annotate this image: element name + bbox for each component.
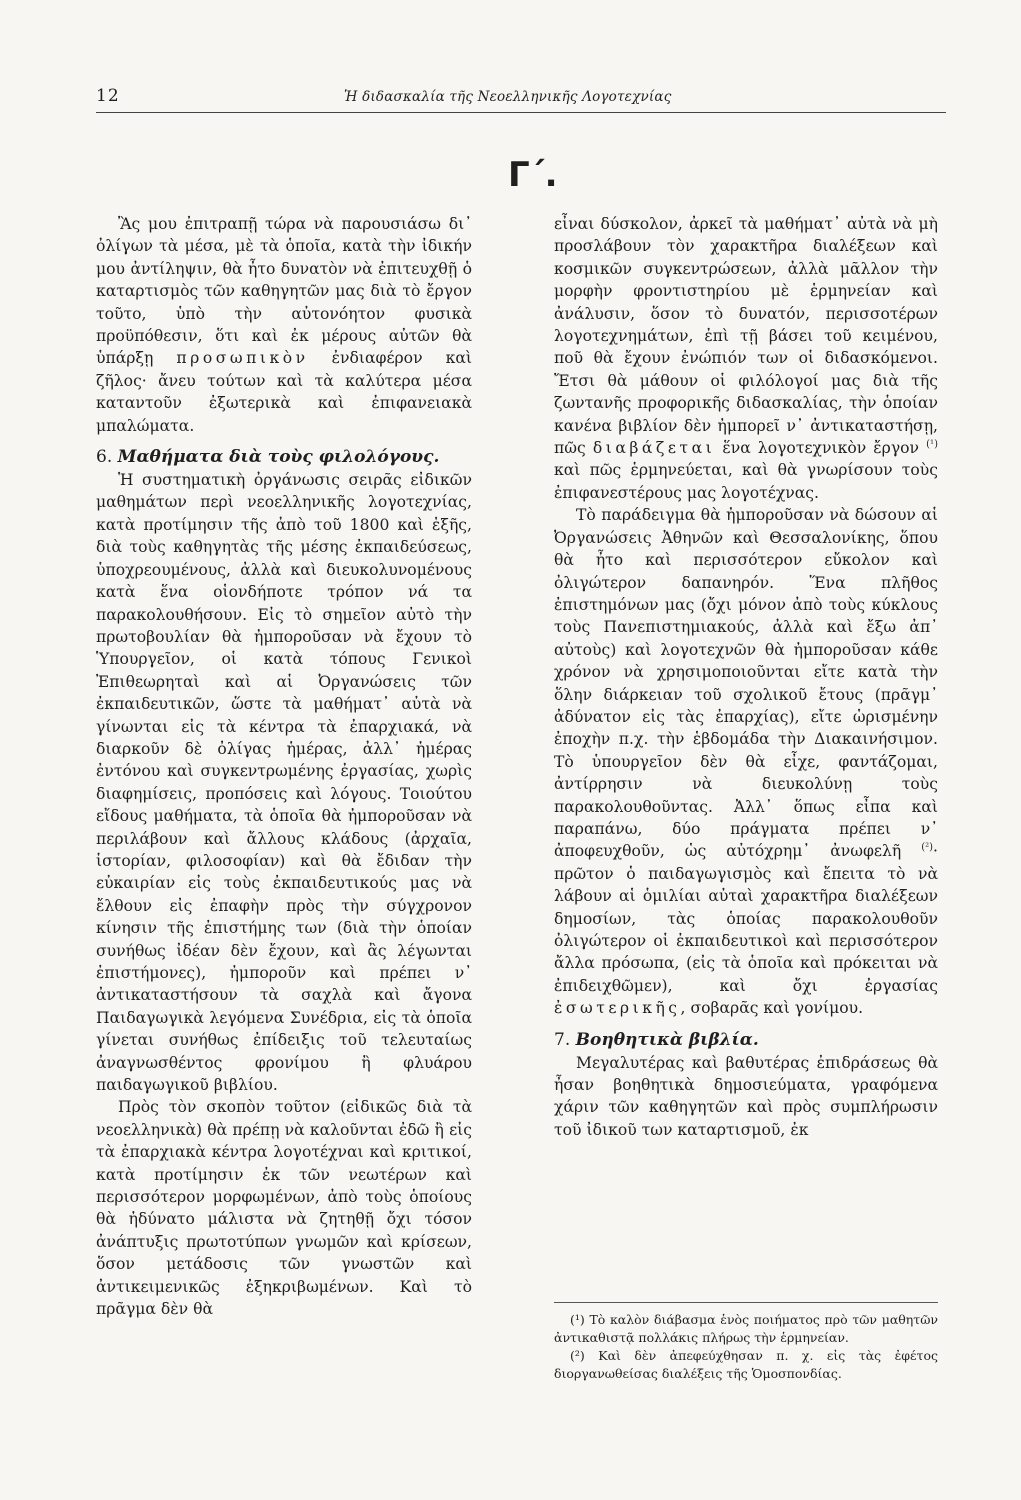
text-run: Τὸ παράδειγμα θὰ ἠμποροῦσαν νὰ δώσουν αἱ Ὀργανώσεις Ἀθηνῶν καὶ Θεσσαλονίκης, ὅπου θὰ ἦτο καὶ περισσότερον εὔκολον καὶ ὀλιγώτερον δαπανηρόν. Ἕνα πλῆθος ἐπιστημόνων μας (ὄχι μόνον ἀπὸ τοὺς κύκλους τοὺς Πανεπιστημιακούς, ἀλλὰ καὶ ἔξω ἀπ᾿ αὐτοὺς) καὶ λογοτεχνῶν θὰ ἠμποροῦσαν κάθε χρόνον νὰ χρησιμοποιοῦνται εἴτε κατὰ τὴν ὅλην διάρκειαν τοῦ σχολικοῦ ἔτους (πρᾶγμ᾿ ἀδύνατον εἰς τὰς ἐπαρχίας), εἴτε ὡρισμένην ἐποχὴν π.χ. τὴν ἑβδομάδα τὴν Διακαινήσιμον. Τὸ ὑπουργεῖον δὲν θὰ εἶχε, φαντάζομαι, ἀντίρρησιν νὰ διευκολύνῃ τοὺς παρακολουθοῦντας. Ἀλλ᾿ ὅπως εἶπα καὶ παραπάνω, δύο πράγματα πρέπει ν᾿ ἀποφευχθοῦν, ὡς αὐτόχρημ᾿ ἀνωφελῆ	[554, 506, 938, 861]
page-number: 12	[96, 86, 120, 106]
footnote-ref: (²)	[921, 842, 934, 854]
footnote-ref: (¹)	[926, 438, 938, 450]
footnote-text: Τὸ καλὸν διάβασμα ἑνὸς ποιήματος πρὸ τῶν μαθητῶν ἀντικαθιστᾷ πολλάκις πλήρως τὴν ἑρμηνείαν.	[554, 1312, 938, 1345]
text-run: ἕνα λογοτεχνικὸν ἔργον	[722, 439, 920, 458]
text-run: , σοβαρᾶς καὶ γονίμου.	[680, 999, 864, 1018]
heading-number: 7.	[554, 1029, 571, 1050]
footnote-mark: (²)	[570, 1348, 585, 1363]
running-title: Ἡ διδασκαλία τῆς Νεοελληνικῆς Λογοτεχνίας	[344, 89, 672, 105]
emphasis-spaced: ἐσωτερικῆς	[554, 999, 681, 1018]
paragraph: Μεγαλυτέρας καὶ βαθυτέρας ἐπιδράσεως θὰ ἦσαν βοηθητικὰ δημοσιεύματα, γραφόμενα χάριν τῶν καθηγητῶν καὶ πρὸς συμπλήρωσιν τοῦ ἰδικοῦ των καταρτισμοῦ, ἐκ	[554, 1053, 938, 1139]
paragraph	[554, 504, 938, 1019]
text-run: Ἂς μου ἐπιτραπῇ τώρα νὰ παρουσιάσω δι᾿ ὀλίγων τὰ μέσα, μὲ τὰ ὁποῖα, κατὰ τὴν ἰδικήν μου ἀντίληψιν, θὰ ἦτο δυνατὸν νὰ ἐπιτευχθῇ ὁ καταρτισμὸς τῶν καθηγητῶν μας διὰ τὸ ἔργον τοῦτο, ὑπὸ τὴν αὐτονόητον φυσικὰ προϋπόθεσιν, ὅτι καὶ ἐκ μέρους αὐτῶν θὰ ὑπάρξῃ	[96, 215, 472, 368]
heading-title: Μαθήματα διὰ τοὺς φιλολόγους.	[117, 447, 440, 468]
footnote-text: Καὶ δὲν ἀπεφεύχθησαν π. χ. εἰς τὰς ἐφέτος διοργανωθείσας διαλέξεις τῆς Ὁμοσπονδίας.	[554, 1348, 938, 1381]
paragraph: Ἡ συστηματικὴ ὀργάνωσις σειρᾶς εἰδικῶν μαθημάτων περὶ νεοελληνικῆς λογοτεχνίας, κατὰ προτίμησιν τῆς ἀπὸ τοῦ 1800 καὶ ἑξῆς, διὰ τοὺς καθηγητὰς τῆς μέσης ἐκπαιδεύσεως, ὑποχρεουμένους, ἀλλὰ καὶ διευκολυνομένους κατὰ ἕνα οἱονδήποτε τρόπον νά τα παρακολουθήσουν. Εἰς τὸ σημεῖον αὐτὸ τὴν πρωτοβουλίαν θὰ ἠμποροῦσαν νὰ ἔχουν τὸ Ὑπουργεῖον, οἱ κατὰ τόπους Γενικοὶ Ἐπιθεωρηταὶ καὶ αἱ Ὀργανώσεις τῶν ἐκπαιδευτικῶν, ὥστε τὰ μαθήματ᾿ αὐτὰ νὰ γίνωνται εἰς τὰ κέντρα τὰ ἐπαρχιακά, νὰ διαρκοῦν δὲ ὀλίγας ἡμέρας, ἀλλ᾿ ἡμέρας ἐντόνου καὶ συγκεντρωμένης ἐργασίας, χωρὶς διαφημίσεις, προπόσεις καὶ λόγους. Τοιούτου εἴδους μαθήματα, τὰ ὁποῖα θὰ ἠμποροῦσαν νὰ περιλάβουν καὶ ἄλλους κλάδους (ἀρχαῖα, ἱστορίαν, φιλοσοφίαν) καὶ θὰ ἔδιδαν τὴν εὐκαιρίαν εἰς τοὺς ἐκπαιδευτικούς μας νὰ ἔλθουν εἰς ἐπαφὴν πρὸς τὴν σύγχρονον κίνησιν τῆς ἐπιστήμης των (διὰ τὴν ὁποίαν συνήθως ἰδέαν δὲν ἔχουν, καὶ ἂς λέγωνται ἐπιστήμονες), ἠμποροῦν καὶ πρέπει ν᾿ ἀντικαταστήσουν τὰ σαχλὰ καὶ ἄγονα Παιδαγωγικὰ λεγόμενα Συνέδρια, εἰς τὰ ὁποῖα γίνεται συνήθως ἐπίδειξις τοῦ τελευταίως ἀναγνωσθέντος φρονίμου ἢ φλυάρου παιδαγωγικοῦ βιβλίου.	[96, 471, 472, 1095]
paragraph	[554, 213, 938, 504]
footnotes	[554, 1302, 938, 1383]
heading-number: 6.	[96, 447, 113, 468]
text-run: καὶ πῶς ἑρμηνεύεται, καὶ θὰ γνωρίσουν τοὺς ἐπιφανεστέρους μας λογοτέχνας.	[554, 461, 938, 502]
paragraph: Πρὸς τὸν σκοπὸν τοῦτον (εἰδικῶς διὰ τὰ νεοελληνικὰ) θὰ πρέπῃ νὰ καλοῦνται ἐδῶ ἢ εἰς τὰ ἐπαρχιακὰ κέντρα λογοτέχναι καὶ κριτικοί, κατὰ προτίμησιν ἐκ τῶν νεωτέρων καὶ περισσότερον μορφωμένων, ἀπὸ τοὺς ὁποίους θὰ ἠδύνατο μάλιστα νὰ ζητηθῇ ὄχι τόσον ἀνάπτυξις πρωτοτύπων γνωμῶν καὶ κρίσεων, ὅσον μετάδοσις τῶν γνωστῶν καὶ ἀντικειμενικῶς ἐξηκριβωμένων. Καὶ τὸ πρᾶγμα δὲν θὰ	[96, 1098, 472, 1319]
right-column	[554, 213, 938, 1141]
emphasis-spaced: προσωπικὸν	[176, 349, 309, 368]
text-run: · πρῶτον ὁ παιδαγωγισμὸς καὶ ἔπειτα τὸ νὰ λάβουν αἱ ὁμιλίαι αὐταὶ χαρακτῆρα διαλέξεων δημοσίων, τὰς ὁποίας παρακολουθοῦν ὀλιγώτερον οἱ ἐκπαιδευτικοὶ καὶ περισσότερον ἄλλα πρόσωπα, (εἰς τὰ ὁποῖα καὶ πρόκειται νὰ ἐπιδειχθῶμεν), καὶ ὄχι ἐργασίας	[554, 842, 938, 995]
section-mark: Γ΄.	[508, 155, 558, 195]
text-run: εἶναι δύσκολον, ἀρκεῖ τὰ μαθήματ᾿ αὐτὰ νὰ μὴ προσλάβουν τὸν χαρακτῆρα διαλέξεων καὶ κοσμικῶν συγκεντρώσεων, ἀλλὰ μᾶλλον τὴν μορφὴν φροντιστηρίου μὲ ἑρμηνείαν καὶ ἀνάλυσιν, ὅσον τὸ δυνατόν, περισσοτέρων λογοτεχνημάτων, ἐπὶ τῇ βάσει τοῦ κειμένου, ποῦ θὰ ἔχουν ἐνώπιόν των οἱ διδασκόμενοι. Ἔτσι θὰ μάθουν οἱ φιλόλογοί μας διὰ τῆς ζωντανῆς προφορικῆς διδασκαλίας, τὴν ὁποίαν κανένα βιβλίον δὲν ἠμπορεῖ ν᾿ ἀντικαταστήσῃ, πῶς	[554, 215, 938, 458]
heading-title: Βοηθητικὰ βιβλία.	[575, 1029, 759, 1050]
footnote	[554, 1311, 938, 1347]
running-header	[96, 82, 946, 113]
footnote-mark: (¹)	[570, 1312, 585, 1327]
section-heading-6	[96, 445, 472, 469]
paragraph	[96, 213, 472, 437]
section-heading-7	[554, 1028, 938, 1052]
footnote	[554, 1347, 938, 1383]
left-column	[96, 213, 472, 1321]
text-run: ἐνδιαφέρον καὶ ζῆλος· ἄνευ τούτων καὶ τὰ καλύτερα μέσα καταντοῦν ἐξωτερικὰ καὶ ἐπιφανειακὰ μπαλώματα.	[96, 349, 472, 435]
emphasis-spaced: διαβάζεται	[592, 439, 716, 458]
